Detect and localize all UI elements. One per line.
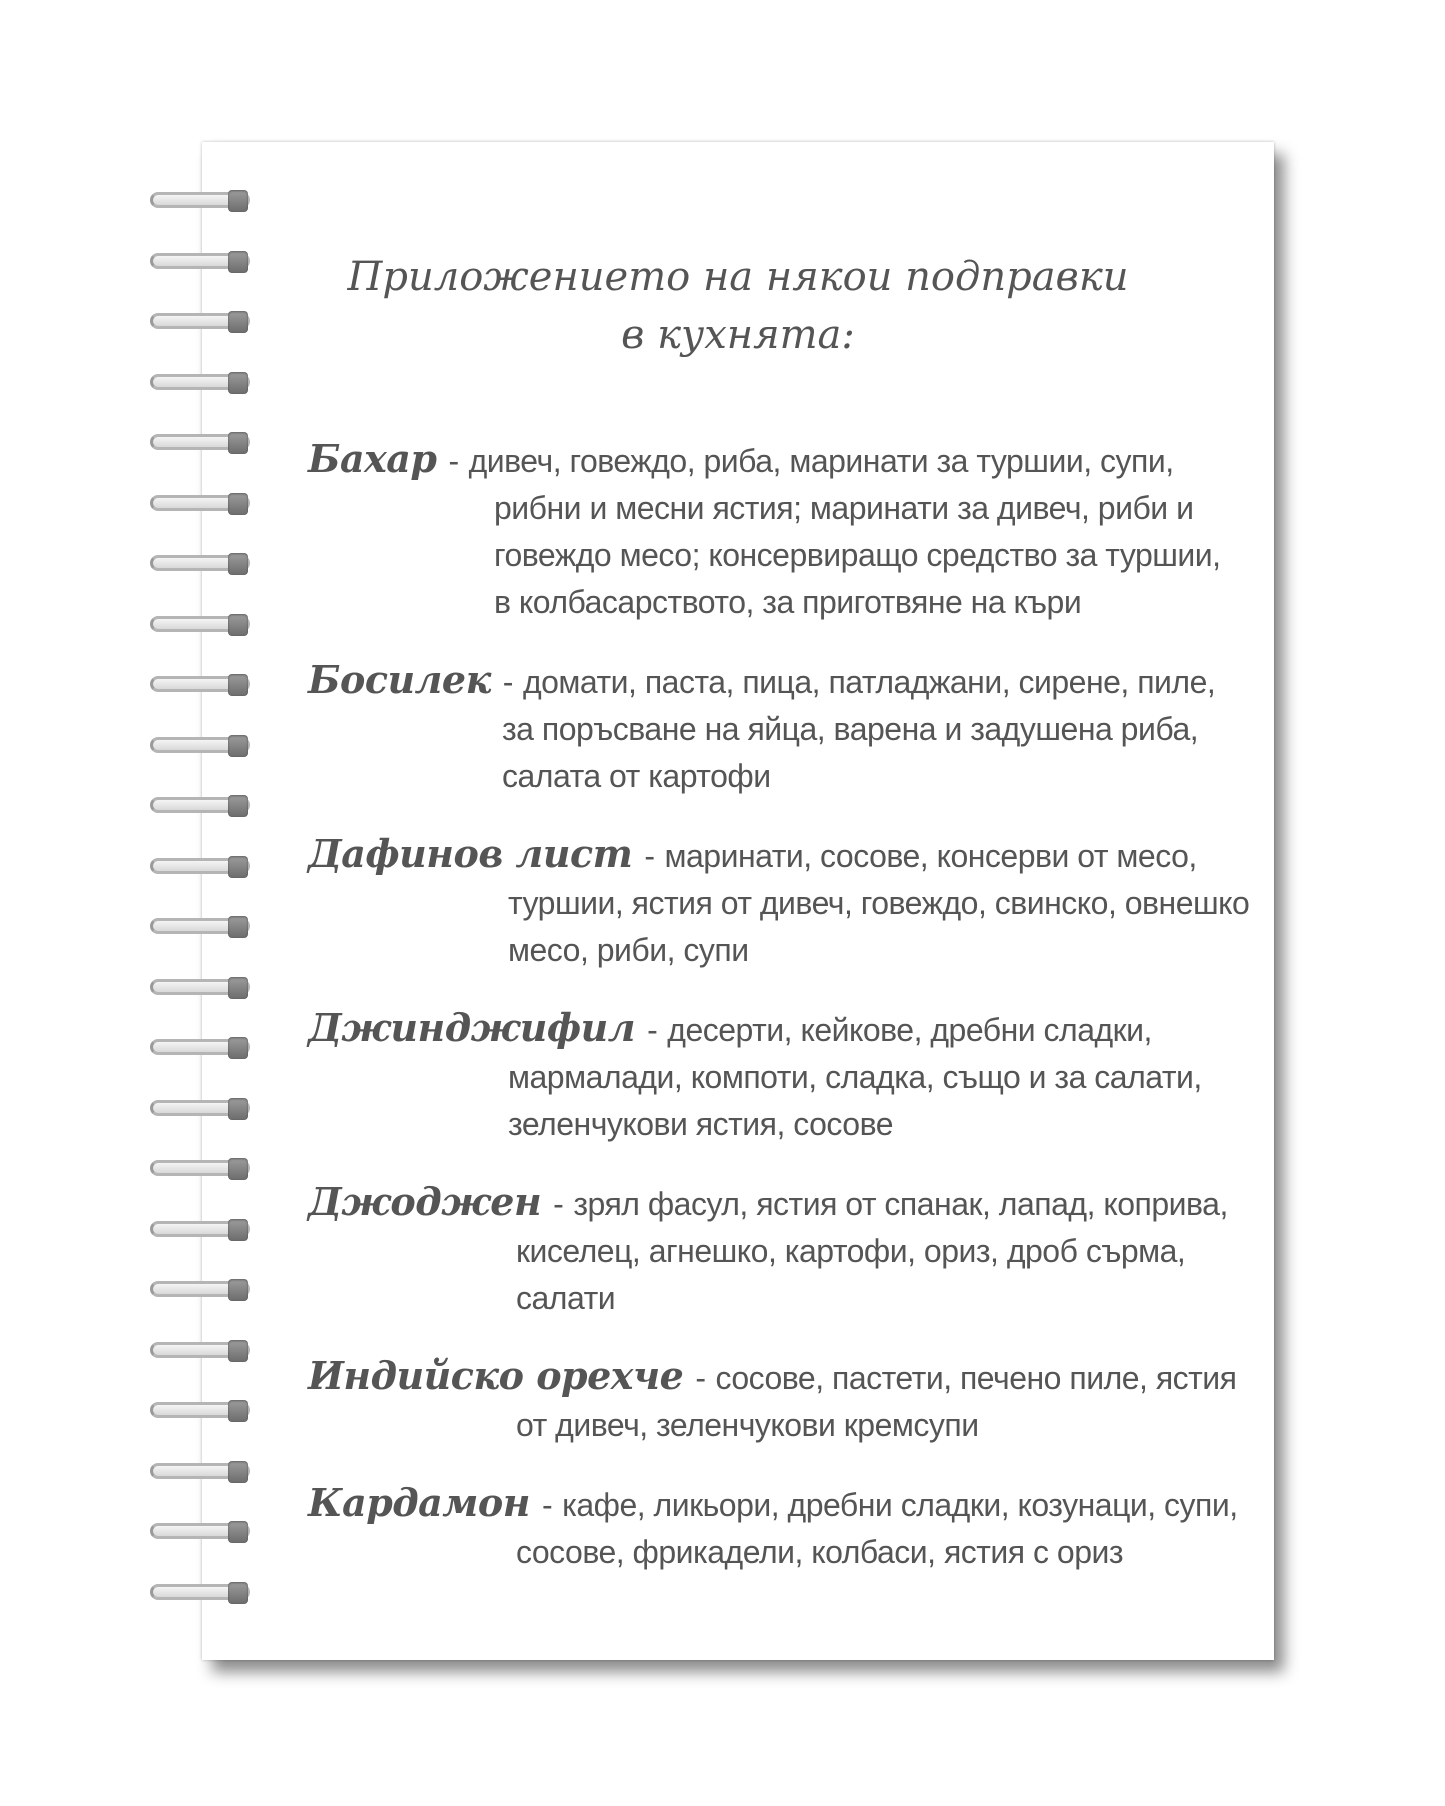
spice-entry xyxy=(308,656,1228,800)
spice-name: Джоджен xyxy=(308,1179,542,1224)
spice-usage-line: десерти, кейкове, дребни сладки, xyxy=(667,1012,1152,1048)
spice-usage-line: рибни и месни ястия; маринати за дивеч, риби и xyxy=(494,490,1194,526)
ring-hole xyxy=(228,493,248,515)
ring-hole xyxy=(228,856,248,878)
spice-usage-line: за поръсване на яйца, варена и задушена риба, xyxy=(502,711,1199,747)
ring-hole xyxy=(228,1521,248,1543)
ring-hole xyxy=(228,614,248,636)
spice-entry xyxy=(308,435,1228,626)
spiral-ring xyxy=(150,856,254,882)
spiral-ring xyxy=(150,1340,254,1366)
dash: - xyxy=(553,1186,564,1222)
spiral-ring xyxy=(150,1037,254,1063)
spice-usage-line: мармалади, компоти, сладка, също и за салати, xyxy=(508,1059,1202,1095)
spiral-ring xyxy=(150,1098,254,1124)
spiral-ring xyxy=(150,553,254,579)
dash: - xyxy=(502,664,513,700)
spice-entry xyxy=(308,1004,1228,1148)
spiral-ring xyxy=(150,1219,254,1245)
spice-usage-line: зрял фасул, ястия от спанак, лапад, коприва, xyxy=(573,1186,1228,1222)
ring-hole xyxy=(228,1400,248,1422)
page-title xyxy=(202,248,1274,364)
spiral-ring xyxy=(150,1158,254,1184)
dash: - xyxy=(695,1360,706,1396)
title-line-2: в кухнята: xyxy=(621,312,855,358)
spiral-ring xyxy=(150,372,254,398)
spiral-ring xyxy=(150,432,254,458)
spice-usage-line: кафе, ликьори, дребни сладки, козунаци, супи, xyxy=(562,1487,1238,1523)
spiral-ring xyxy=(150,1461,254,1487)
spice-list xyxy=(308,435,1250,1606)
spiral-ring xyxy=(150,1279,254,1305)
spiral-ring xyxy=(150,977,254,1003)
spice-name: Кардамон xyxy=(308,1480,530,1525)
ring-hole xyxy=(228,1098,248,1120)
spice-usage-line: от дивеч, зеленчукови кремсупи xyxy=(516,1407,979,1443)
ring-hole xyxy=(228,674,248,696)
dash: - xyxy=(647,1012,658,1048)
spice-name: Индийско орехче xyxy=(308,1353,684,1398)
spice-name: Дафинов лист xyxy=(308,831,633,876)
dash: - xyxy=(448,443,459,479)
ring-hole xyxy=(228,1037,248,1059)
dash: - xyxy=(644,838,655,874)
spiral-binding xyxy=(150,190,260,1640)
spice-usage-line: салати xyxy=(516,1280,616,1316)
ring-hole xyxy=(228,1461,248,1483)
spiral-ring xyxy=(150,1521,254,1547)
ring-hole xyxy=(228,432,248,454)
spice-usage-line: в колбасарството, за приготвяне на къри xyxy=(494,584,1082,620)
spice-usage-line: домати, паста, пица, патладжани, сирене, пиле, xyxy=(522,664,1216,700)
ring-hole xyxy=(228,372,248,394)
spice-usage-line: месо, риби, супи xyxy=(508,932,749,968)
spiral-ring xyxy=(150,1400,254,1426)
ring-hole xyxy=(228,1582,248,1604)
ring-hole xyxy=(228,1279,248,1301)
spice-usage-line: говеждо месо; консервиращо средство за туршии, xyxy=(494,537,1221,573)
spiral-ring xyxy=(150,735,254,761)
spiral-ring xyxy=(150,614,254,640)
spice-usage-line: сосове, фрикадели, колбаси, ястия с ориз xyxy=(516,1534,1124,1570)
title-line-1: Приложението на някои подправки xyxy=(347,254,1129,300)
spice-usage-line: дивеч, говеждо, риба, маринати за туршии, супи, xyxy=(468,443,1174,479)
spice-usage-line: сосове, пастети, печено пиле, ястия xyxy=(715,1360,1237,1396)
spice-usage-line: киселец, агнешко, картофи, ориз, дроб сърма, xyxy=(516,1233,1186,1269)
spiral-ring xyxy=(150,916,254,942)
dash: - xyxy=(541,1487,553,1523)
spice-entry xyxy=(308,830,1250,974)
ring-hole xyxy=(228,553,248,575)
ring-hole xyxy=(228,190,248,212)
ring-hole xyxy=(228,735,248,757)
ring-hole xyxy=(228,1340,248,1362)
ring-hole xyxy=(228,1219,248,1241)
spice-usage-line: туршии, ястия от дивеч, говеждо, свинско, овнешко xyxy=(508,885,1250,921)
spiral-ring xyxy=(150,190,254,216)
spice-entry xyxy=(308,1178,1228,1322)
spice-usage-line: маринати, сосове, консерви от месо, xyxy=(664,838,1197,874)
ring-hole xyxy=(228,795,248,817)
spiral-ring xyxy=(150,493,254,519)
ring-hole xyxy=(228,916,248,938)
spiral-ring xyxy=(150,795,254,821)
spice-name: Бахар xyxy=(308,436,437,481)
spice-entry xyxy=(308,1352,1237,1449)
ring-hole xyxy=(228,1158,248,1180)
ring-hole xyxy=(228,977,248,999)
spice-usage-line: зеленчукови ястия, сосове xyxy=(508,1106,893,1142)
spice-name: Джинджифил xyxy=(308,1005,636,1050)
spiral-ring xyxy=(150,1582,254,1608)
spice-usage-line: салата от картофи xyxy=(502,758,771,794)
spiral-ring xyxy=(150,674,254,700)
spice-name: Босилек xyxy=(308,657,491,702)
spice-entry xyxy=(308,1479,1238,1576)
